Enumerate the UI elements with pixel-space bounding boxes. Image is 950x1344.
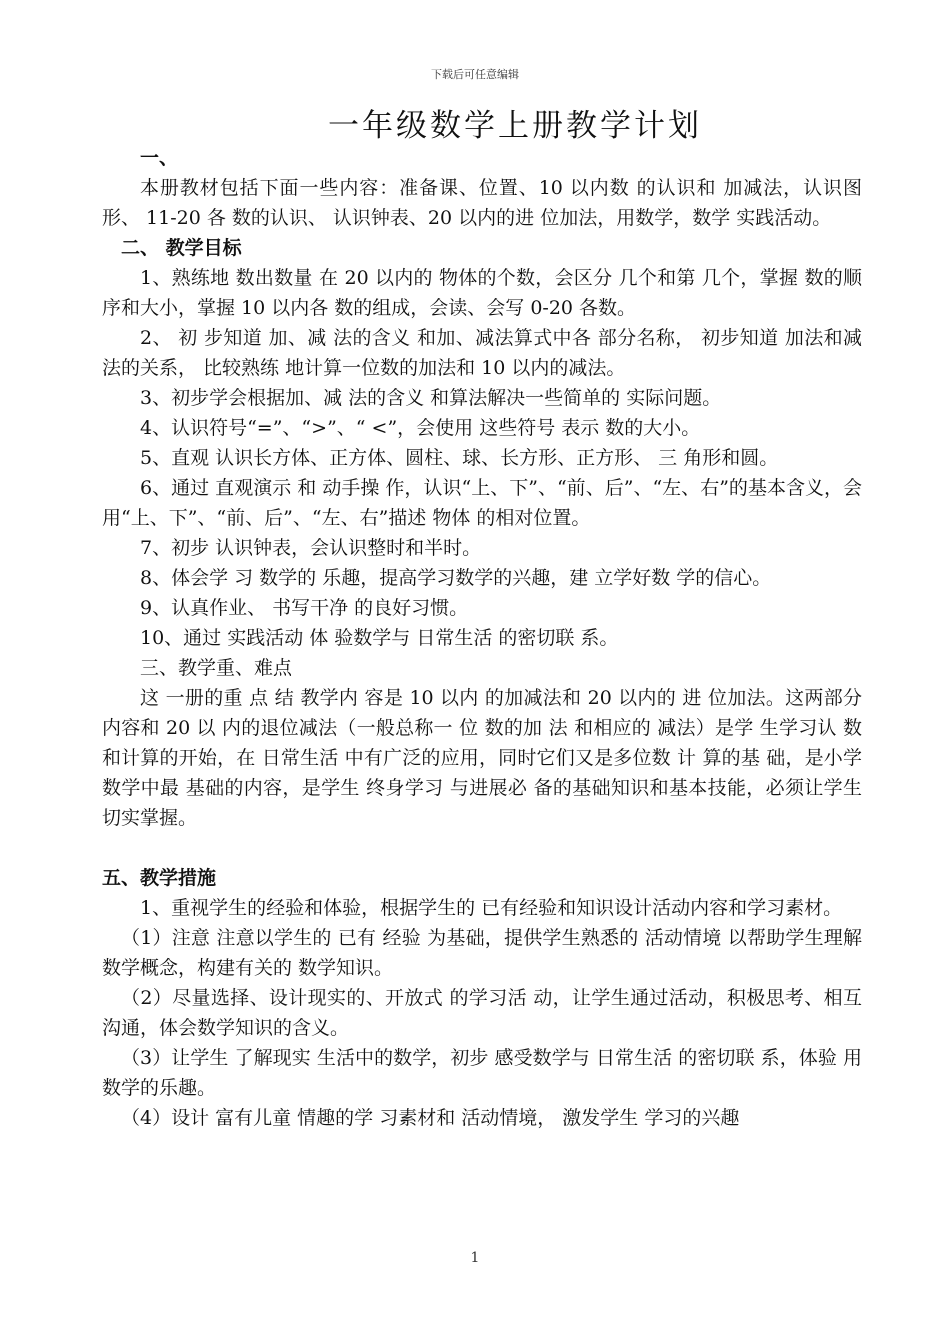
page-title: 一年级数学上册教学计划 <box>328 108 702 144</box>
section-1-heading: 一、 <box>140 147 179 169</box>
goal-item: 1、熟练地 数出数量 在 20 以内的 物体的个数，会区分 几个和第 几个，掌握 数的顺序和大小，掌握 10 以内各 数的组成，会读、会写 0-20 各数。 <box>102 267 862 319</box>
section-3-heading: 三、教学重、难点 <box>140 657 293 679</box>
measure-subitem: （4）设计 富有儿童 情趣的学 习素材和 活动情境， 激发学生 学习的兴趣 <box>121 1107 740 1129</box>
goal-item: 6、通过 直观演示 和 动手操 作，认识“上、下”、“前、后”、“左、右”的基本含义，会用“上、下”、“前、后”、“左、右”描述 物体 的相对位置。 <box>102 477 862 529</box>
goal-item: 10、通过 实践活动 体 验数学与 日常生活 的密切联 系。 <box>140 627 619 649</box>
measure-item-1: 1、重视学生的经验和体验，根据学生的 已有经验和知识设计活动内容和学习素材。 <box>140 897 843 919</box>
measure-subitem: （3）让学生 了解现实 生活中的数学，初步 感受数学与 日常生活 的密切联 系，体验 用 数学的乐趣。 <box>102 1047 862 1099</box>
section-3-content: 这 一册的重 点 结 教学内 容是 10 以内 的加减法和 20 以内的 进 位加法。这两部分内容和 20 以 内的退位减法（一般总称一 位 数的加 法 和相应的 减法）是学 生学习认 数和计算的开始，在 日常生活 中有广泛的应用，同时它们又是多位数 计 算的基 础，是小学数学中最 基础的内容，是学生 终身学习 与进展必 备的基础知识和基本技能，必须让学生 切实掌握。 <box>102 687 862 829</box>
goal-item: 4、认识符号“=”、“>”、“ <”，会使用 这些符号 表示 数的大小。 <box>140 417 701 439</box>
goal-item: 7、初步 认识钟表，会认识整时和半时。 <box>140 537 482 559</box>
goal-item: 3、初步学会根据加、减 法的含义 和算法解决一些简单的 实际问题。 <box>140 387 722 409</box>
measure-subitem: （1）注意 注意以学生的 已有 经验 为基础，提供学生熟悉的 活动情境 以帮助学生理解数学概念，构建有关的 数学知识。 <box>102 927 862 979</box>
page-number: 1 <box>470 1250 480 1266</box>
goal-item: 9、认真作业、 书写干净 的良好习惯。 <box>140 597 469 619</box>
goal-item: 8、体会学 习 数学的 乐趣，提高学习数学的兴趣，建 立学好数 学的信心。 <box>140 567 772 589</box>
paragraph-gap <box>102 833 862 863</box>
document-body <box>102 143 862 1133</box>
goal-item: 5、直观 认识长方体、正方体、圆柱、球、长方形、正方形、 三 角形和圆。 <box>140 447 779 469</box>
section-1-content: 本册教材包括下面一些内容：准备课、位置、10 以内数 的认识和 加减法，认识图形、 11-20 各 数的认识、 认识钟表、20 以内的进 位加法，用数学，数学 实践活动。 <box>102 177 862 229</box>
measure-subitem: （2）尽量选择、设计现实的、开放式 的学习活 动，让学生通过活动，积极思考、相互沟通，体会数学知识的含义。 <box>102 987 862 1039</box>
header-note: 下载后可任意编辑 <box>431 68 519 81</box>
goal-item: 2、 初 步知道 加、减 法的含义 和加、减法算式中各 部分名称， 初步知道 加法和减 法的关系， 比较熟练 地计算一位数的加法和 10 以内的减法。 <box>102 327 862 379</box>
section-5-heading: 五、教学措施 <box>102 867 217 889</box>
section-2-heading: 二、 教学目标 <box>121 237 242 259</box>
